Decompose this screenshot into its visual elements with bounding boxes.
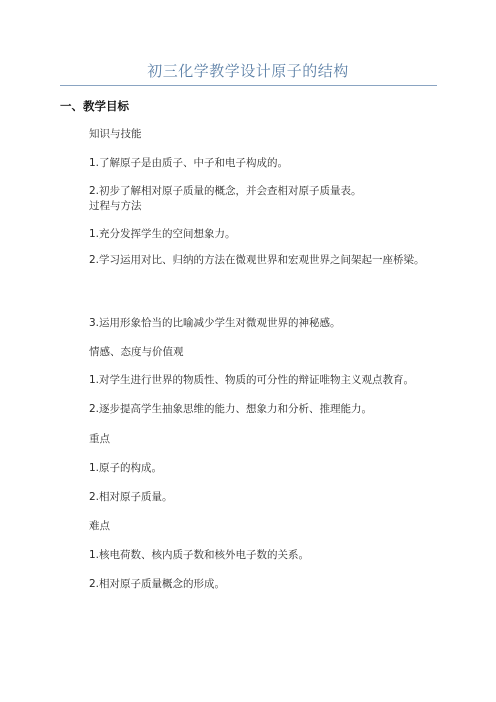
- difficulty-1: 1.核电荷数、核内质子数和核外电子数的关系。: [89, 549, 310, 561]
- section-heading: 一、教学目标: [60, 99, 129, 113]
- knowledge-item-1: 1.了解原子是由质子、中子和电子构成的。: [89, 157, 289, 169]
- attitude-item-2: 2.逐步提高学生抽象思维的能力、想象力和分析、推理能力。: [89, 403, 373, 415]
- subheading-knowledge: 知识与技能: [89, 128, 142, 140]
- knowledge-item-2: 2.初步了解相对原子质量的概念，并会查相对原子质量表。: [89, 185, 362, 197]
- title-underline: [60, 85, 437, 86]
- difficulty-2: 2.相对原子质量概念的形成。: [89, 578, 226, 590]
- process-item-1: 1.充分发挥学生的空间想象力。: [89, 228, 236, 240]
- document-title: 初三化学教学设计原子的结构: [147, 62, 349, 80]
- process-item-2: 2.学习运用对比、归纳的方法在微观世界和宏观世界之间架起一座桥梁。: [89, 254, 425, 266]
- subheading-process: 过程与方法: [89, 200, 142, 212]
- subheading-key-points: 重点: [89, 433, 110, 445]
- subheading-attitude: 情感、态度与价值观: [89, 346, 184, 358]
- key-point-1: 1.原子的构成。: [89, 462, 163, 474]
- attitude-item-1: 1.对学生进行世界的物质性、物质的可分性的辩证唯物主义观点教育。: [89, 374, 415, 386]
- process-item-3: 3.运用形象恰当的比喻减少学生对微观世界的神秘感。: [89, 317, 341, 329]
- subheading-difficulties: 难点: [89, 520, 110, 532]
- key-point-2: 2.相对原子质量。: [89, 491, 173, 503]
